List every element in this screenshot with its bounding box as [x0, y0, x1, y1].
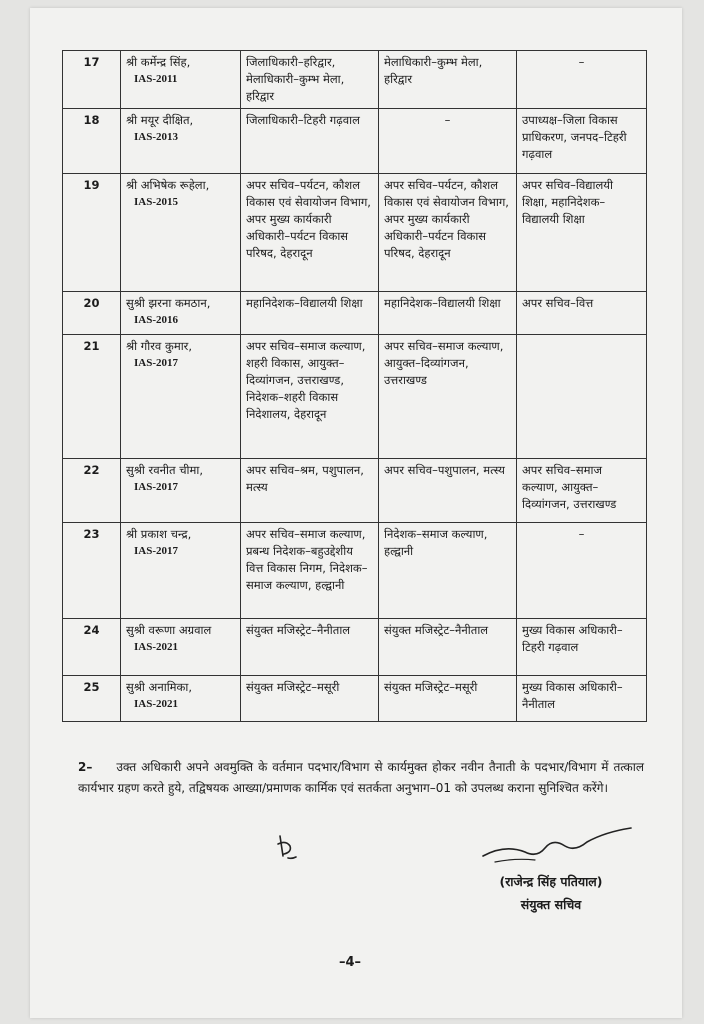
serial-number-cell: 23: [63, 523, 121, 619]
officer-name: सुश्री झरना कमठान,: [126, 296, 211, 310]
table-body: [63, 51, 647, 722]
serial-number-cell: 24: [63, 619, 121, 676]
officer-name: सुश्री रवनीत चीमा,: [126, 463, 204, 477]
paragraph-number: 2–: [78, 760, 93, 774]
signatory-name: (राजेन्द्र सिंह पतियाल): [499, 874, 603, 889]
dash-mark: –: [444, 113, 451, 127]
additional-cell: [517, 523, 647, 619]
additional-cell: अपर सचिव–विद्यालयी शिक्षा, महानिदेशक–विद्यालयी शिक्षा: [517, 174, 647, 292]
initial-mark: [274, 832, 298, 862]
table-row: [63, 174, 647, 292]
current-cell: महानिदेशक–विद्यालयी शिक्षा: [241, 292, 379, 335]
table-row: [63, 51, 647, 109]
current-cell: संयुक्त मजिस्ट्रेट–मसूरी: [241, 676, 379, 722]
table-row: [63, 459, 647, 523]
new-post-cell: अपर सचिव–पर्यटन, कौशल विकास एवं सेवायोजन विभाग, अपर मुख्य कार्यकारी अधिकारी–पर्यटन विकास परिषद, देहरादून: [379, 174, 517, 292]
service-batch: IAS-2017: [134, 545, 179, 557]
serial-number-cell: 21: [63, 335, 121, 459]
instruction-paragraph: [78, 757, 644, 799]
paragraph-text: उक्त अधिकारी अपने अवमुक्ति के वर्तमान पदभार/विभाग से कार्यमुक्त होकर नवीन तैनाती के पदभार/विभाग में तत्काल कार्यभार ग्रहण करते हुये, तद्विषयक आख्या/प्रमाणक कार्मिक एवं सतर्कता अनुभाग–01 को उपलब्ध कराना सुनिश्चित करेंगे।: [78, 760, 644, 795]
table-row: [63, 292, 647, 335]
additional-cell: अपर सचिव–समाज कल्याण, आयुक्त–दिव्यांगजन, उत्तराखण्ड: [517, 459, 647, 523]
serial-number-cell: 17: [63, 51, 121, 109]
additional-cell: मुख्य विकास अधिकारी–नैनीताल: [517, 676, 647, 722]
officer-transfer-table: [62, 50, 647, 722]
serial-number-cell: 25: [63, 676, 121, 722]
serial-number-cell: 20: [63, 292, 121, 335]
officer-cell: [121, 676, 241, 722]
dash-mark: –: [578, 55, 585, 69]
table-row: [63, 109, 647, 174]
service-batch: IAS-2011: [134, 73, 178, 85]
officer-cell: [121, 292, 241, 335]
officer-cell: [121, 459, 241, 523]
new-post-cell: [379, 109, 517, 174]
officer-cell: [121, 51, 241, 109]
signatory-designation: संयुक्त सचिव: [520, 897, 582, 912]
new-post-cell: महानिदेशक–विद्यालयी शिक्षा: [379, 292, 517, 335]
service-batch: IAS-2017: [134, 481, 179, 493]
service-batch: IAS-2021: [134, 641, 179, 653]
additional-cell: मुख्य विकास अधिकारी–टिहरी गढ़वाल: [517, 619, 647, 676]
signature-scribble: [475, 822, 635, 874]
service-batch: IAS-2017: [134, 357, 179, 369]
table-row: [63, 676, 647, 722]
service-batch: IAS-2021: [134, 698, 179, 710]
current-cell: जिलाधिकारी–टिहरी गढ़वाल: [241, 109, 379, 174]
new-post-cell: मेलाधिकारी–कुम्भ मेला, हरिद्वार: [379, 51, 517, 109]
serial-number-cell: 19: [63, 174, 121, 292]
service-batch: IAS-2013: [134, 131, 179, 143]
additional-cell: [517, 335, 647, 459]
new-post-cell: निदेशक–समाज कल्याण, हल्द्वानी: [379, 523, 517, 619]
officer-cell: [121, 619, 241, 676]
serial-number-cell: 22: [63, 459, 121, 523]
officer-name: श्री कर्मेन्द्र सिंह,: [126, 55, 191, 69]
table-row: [63, 335, 647, 459]
new-post-cell: संयुक्त मजिस्ट्रेट–मसूरी: [379, 676, 517, 722]
officer-cell: [121, 335, 241, 459]
officer-name: श्री प्रकाश चन्द्र,: [126, 527, 192, 541]
officer-name: श्री गौरव कुमार,: [126, 339, 193, 353]
officer-name: सुश्री वरूणा अग्रवाल: [126, 623, 212, 637]
officer-name: सुश्री अनामिका,: [126, 680, 193, 694]
officer-cell: [121, 174, 241, 292]
new-post-cell: संयुक्त मजिस्ट्रेट–नैनीताल: [379, 619, 517, 676]
officer-name: श्री अभिषेक रूहेला,: [126, 178, 210, 192]
service-batch: IAS-2016: [134, 314, 179, 326]
additional-cell: [517, 51, 647, 109]
current-cell: अपर सचिव–श्रम, पशुपालन, मत्स्य: [241, 459, 379, 523]
current-cell: संयुक्त मजिस्ट्रेट–नैनीताल: [241, 619, 379, 676]
table-row: [63, 523, 647, 619]
page-number: –4–: [338, 955, 362, 970]
table-row: [63, 619, 647, 676]
officer-name: श्री मयूर दीक्षित,: [126, 113, 194, 127]
officer-cell: [121, 523, 241, 619]
additional-cell: अपर सचिव–वित्त: [517, 292, 647, 335]
dash-mark: –: [578, 527, 585, 541]
new-post-cell: अपर सचिव–पशुपालन, मत्स्य: [379, 459, 517, 523]
current-cell: अपर सचिव–समाज कल्याण, शहरी विकास, आयुक्त–दिव्यांगजन, उत्तराखण्ड, निदेशक–शहरी विकास निदेशालय, देहरादून: [241, 335, 379, 459]
new-post-cell: अपर सचिव–समाज कल्याण, आयुक्त–दिव्यांगजन, उत्तराखण्ड: [379, 335, 517, 459]
serial-number-cell: 18: [63, 109, 121, 174]
service-batch: IAS-2015: [134, 196, 179, 208]
officer-cell: [121, 109, 241, 174]
current-cell: अपर सचिव–समाज कल्याण, प्रबन्ध निदेशक–बहुउद्देशीय वित्त विकास निगम, निदेशक–समाज कल्याण, हल्द्वानी: [241, 523, 379, 619]
additional-cell: उपाध्यक्ष–जिला विकास प्राधिकरण, जनपद–टिहरी गढ़वाल: [517, 109, 647, 174]
current-cell: जिलाधिकारी–हरिद्वार, मेलाधिकारी–कुम्भ मेला, हरिद्वार: [241, 51, 379, 109]
current-cell: अपर सचिव–पर्यटन, कौशल विकास एवं सेवायोजन विभाग, अपर मुख्य कार्यकारी अधिकारी–पर्यटन विकास परिषद, देहरादून: [241, 174, 379, 292]
